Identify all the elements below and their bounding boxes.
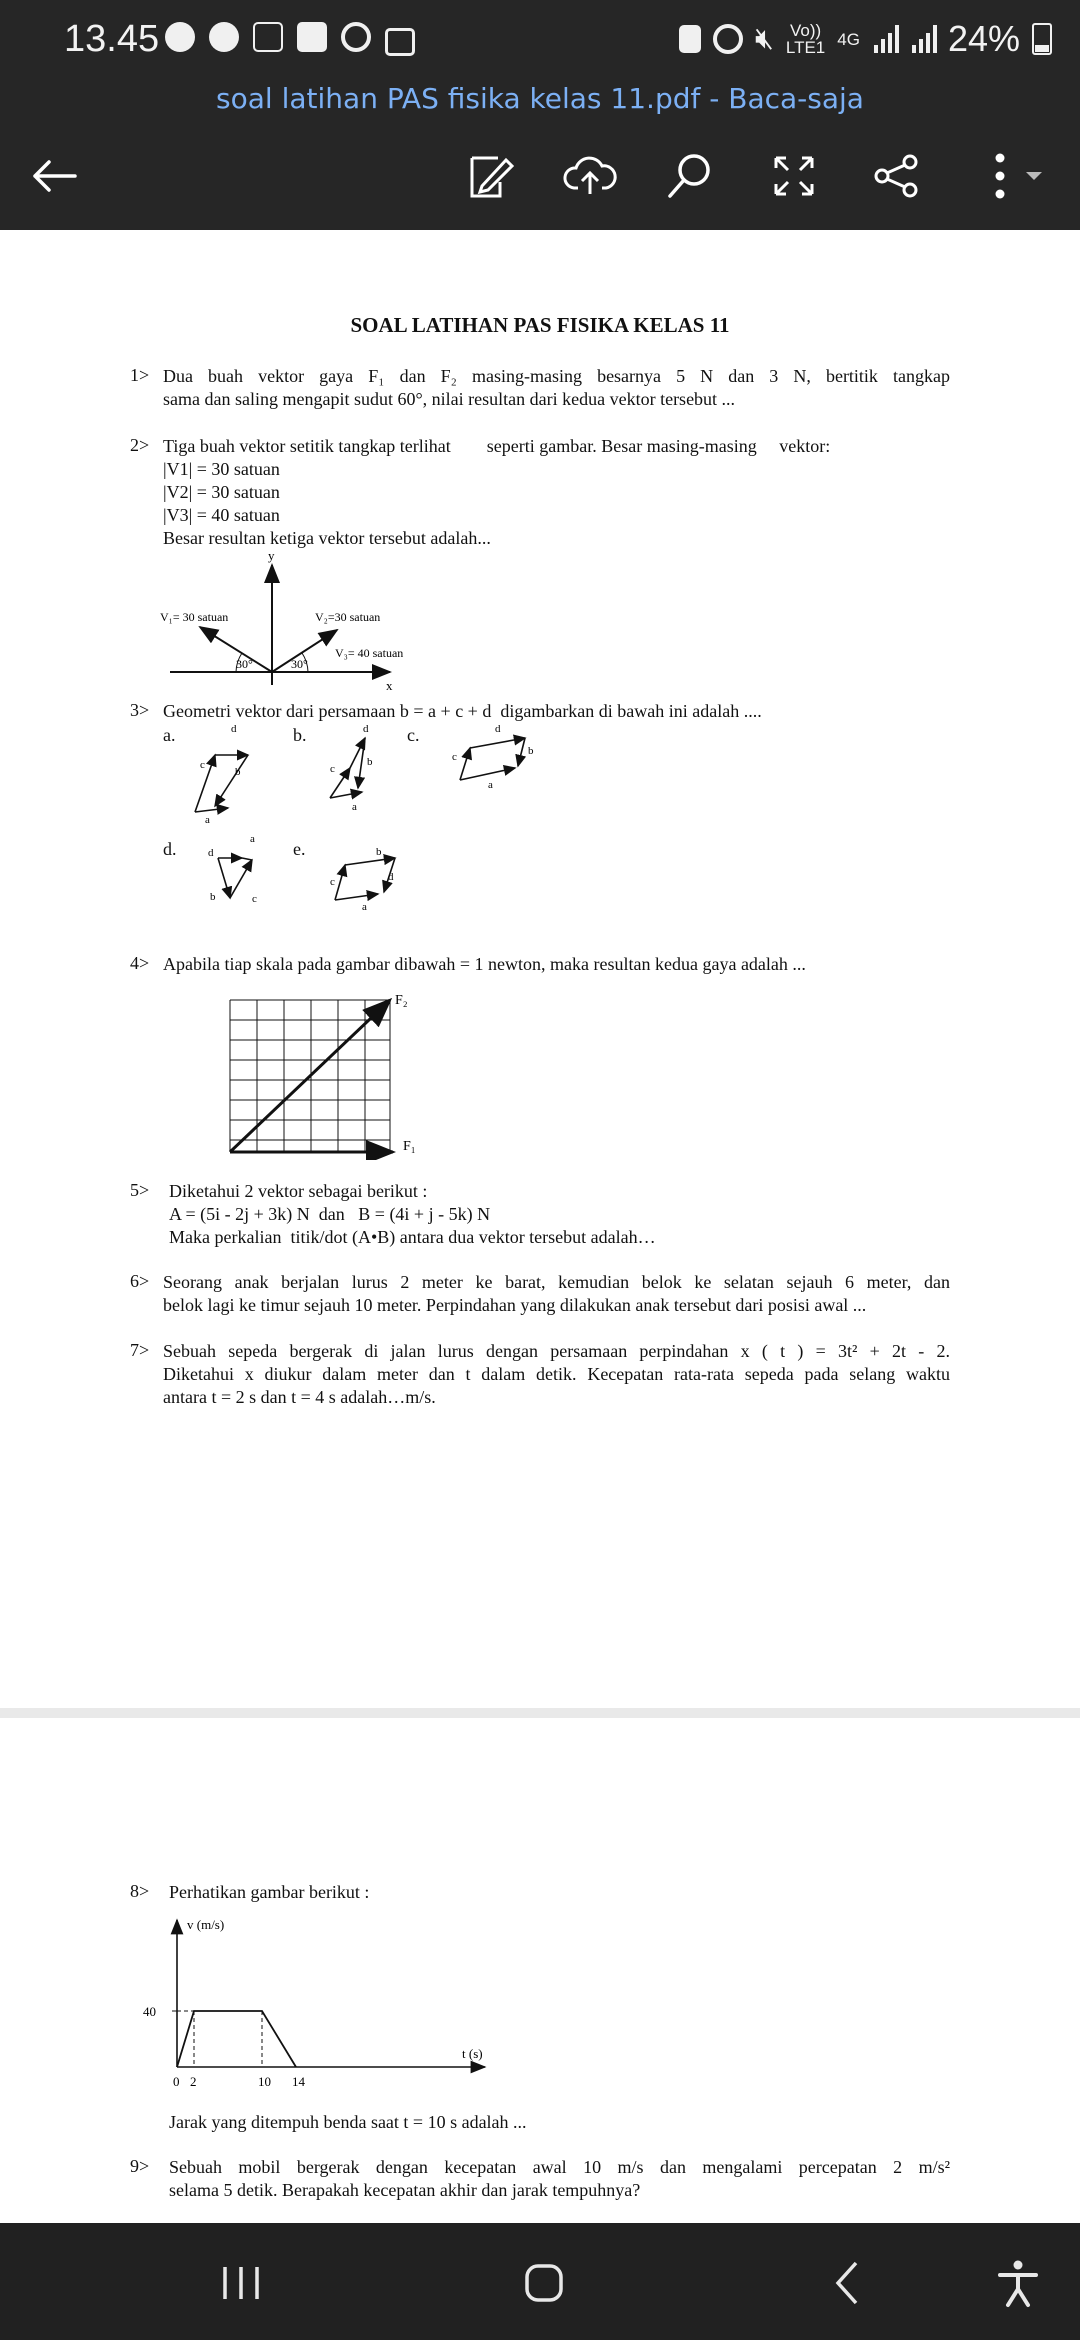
network-type: 4G xyxy=(837,29,860,49)
option-e-diagram xyxy=(335,858,395,900)
option-b-diagram xyxy=(330,738,365,798)
question-2-vector-figure xyxy=(150,545,430,695)
option-d-vec-c: c xyxy=(252,893,257,905)
question-3-number: 3> xyxy=(130,700,150,720)
option-c-vec-b: b xyxy=(528,745,534,757)
question-2-line-5: Besar resultan ketiga vektor tersebut adalah... xyxy=(163,528,491,548)
option-d-vec-d: d xyxy=(208,847,214,859)
question-2-number: 2> xyxy=(130,435,150,455)
question-1-number: 1> xyxy=(130,365,150,385)
more-options-icon[interactable] xyxy=(976,148,1056,204)
x-tick-label: 10 xyxy=(258,2074,271,2089)
x-tick-label: 14 xyxy=(292,2074,305,2089)
f2-label: F₂ xyxy=(395,993,408,1008)
question-9-number: 9> xyxy=(130,2156,150,2176)
question-2-v1: |V1| = 30 satuan xyxy=(163,459,280,479)
question-7-line-1: Sebuah sepeda bergerak di jalan lurus dengan persamaan perpindahan x ( t ) = 3t² + 2t - 2. xyxy=(163,1341,950,1361)
message-icon xyxy=(209,22,239,52)
chart-y-label: v (m/s) xyxy=(187,1917,225,1932)
option-c-vec-d: d xyxy=(495,723,501,735)
file-title[interactable]: soal latihan PAS fisika kelas 11.pdf - Baca-saja xyxy=(216,82,864,115)
option-a-vec-a: a xyxy=(205,814,210,826)
question-4-number: 4> xyxy=(130,953,150,973)
question-8-line-1: Perhatikan gambar berikut : xyxy=(169,1882,370,1902)
chart-x-label: t (s) xyxy=(462,2046,483,2061)
option-e-label: e. xyxy=(293,839,306,859)
edit-pdf-icon[interactable] xyxy=(462,148,518,204)
x-tick-label: 2 xyxy=(190,2074,197,2089)
question-5-number: 5> xyxy=(130,1180,150,1200)
option-d-diagram xyxy=(218,858,252,898)
option-d-label: d. xyxy=(163,839,177,859)
option-d-vec-b: b xyxy=(210,891,216,903)
question-8-line-2: Jarak yang ditempuh benda saat t = 10 s adalah ... xyxy=(169,2112,527,2132)
f1-label: F₁ xyxy=(403,1139,416,1154)
question-9-line-1: Sebuah mobil bergerak dengan kecepatan awal 10 m/s dan mengalami percepatan 2 m/s² xyxy=(169,2157,950,2177)
status-bar xyxy=(0,0,1080,80)
option-b-vec-a: a xyxy=(352,801,357,813)
battery-saver-icon xyxy=(679,25,701,53)
home-icon[interactable] xyxy=(514,2253,574,2313)
question-6-line-2: belok lagi ke timur sejauh 10 meter. Perpindahan yang dilakukan anak tersebut dari posisi awal ... xyxy=(163,1295,867,1315)
cloud-upload-icon[interactable] xyxy=(562,148,618,204)
question-8-number: 8> xyxy=(130,1881,150,1901)
option-c-label: c. xyxy=(407,725,420,745)
battery-percent: 24% xyxy=(947,18,1020,59)
notification-icons xyxy=(165,22,415,56)
option-c-vec-a: a xyxy=(488,779,493,791)
question-7-number: 7> xyxy=(130,1340,150,1360)
question-5-line-2: A = (5i - 2j + 3k) N dan B = (4i + j - 5k) N xyxy=(169,1204,491,1224)
question-9-line-2: selama 5 detik. Berapakah kecepatan akhir dan jarak tempuhnya? xyxy=(169,2180,641,2200)
question-6-number: 6> xyxy=(130,1271,150,1291)
search-icon[interactable] xyxy=(662,148,718,204)
app-top-bar xyxy=(0,0,1080,230)
question-6-line-1: Seorang anak berjalan lurus 2 meter ke barat, kemudian belok ke selatan sejauh 6 meter, dan xyxy=(163,1272,950,1292)
question-2-v3: |V3| = 40 satuan xyxy=(163,505,280,525)
question-7-line-3: antara t = 2 s dan t = 4 s adalah…m/s. xyxy=(163,1387,436,1407)
signal-2-icon xyxy=(910,25,936,53)
question-7-line-2: Diketahui x diukur dalam meter dan t dalam detik. Kecepatan rata-rata sepeda pada selang waktu xyxy=(163,1364,950,1384)
v1-label: V₁= 30 satuan xyxy=(160,610,229,624)
back-nav-icon[interactable] xyxy=(818,2253,878,2313)
question-1-line-1: Dua buah vektor gaya F₁ dan F₂ masing-masing besarnya 5 N dan 3 N, bertitik tangkap xyxy=(163,366,950,386)
option-a-vec-c: c xyxy=(200,759,205,771)
mute-icon: 🔇︎ xyxy=(754,22,774,55)
volte-top: Vo)) xyxy=(789,21,822,40)
v3-label: V₃= 40 satuan xyxy=(335,646,404,660)
navigation-bar xyxy=(0,2223,1080,2340)
option-e-vec-d: d xyxy=(388,871,394,883)
question-4-line-1: Apabila tiap skala pada gambar dibawah = 1 newton, maka resultan kedua gaya adalah ... xyxy=(163,954,806,974)
option-e-vec-c: c xyxy=(330,876,335,888)
signal-1-icon xyxy=(872,25,898,53)
question-2-v2: |V2| = 30 satuan xyxy=(163,482,280,502)
f2-arrow xyxy=(230,1000,390,1152)
volte-label xyxy=(786,22,825,56)
share-icon[interactable] xyxy=(868,148,924,204)
x-label: x xyxy=(386,678,393,693)
question-3-options-figure xyxy=(180,720,560,920)
alarm-status-icon xyxy=(713,24,743,54)
battery-icon xyxy=(1032,23,1052,55)
option-c-diagram xyxy=(460,738,525,780)
question-1-line-2: sama dan saling mengapit sudut 60°, nilai resultan dari kedua vektor tersebut ... xyxy=(163,389,736,409)
question-5-line-3: Maka perkalian titik/dot (A•B) antara dua vektor tersebut adalah… xyxy=(169,1227,656,1247)
option-b-vec-b: b xyxy=(367,756,373,768)
document-title: SOAL LATIHAN PAS FISIKA KELAS 11 xyxy=(350,313,730,337)
option-b-label: b. xyxy=(293,725,307,745)
status-right xyxy=(679,18,1052,60)
velocity-time-chart xyxy=(140,1910,510,2100)
x-tick-label: 0 xyxy=(173,2074,180,2089)
option-a-label: a. xyxy=(163,725,176,745)
angle-2-label: 30° xyxy=(291,657,308,671)
y-label: y xyxy=(268,548,275,563)
option-e-vec-b: b xyxy=(376,846,382,858)
option-b-vec-d: d xyxy=(363,723,369,735)
option-a-vec-d: d xyxy=(231,723,237,735)
status-time: 13.45 xyxy=(64,18,160,60)
option-d-vec-a: a xyxy=(250,833,255,845)
option-a-vec-b: b xyxy=(235,766,241,778)
angle-1-label: 30° xyxy=(236,657,253,671)
y-tick-label: 40 xyxy=(143,2004,156,2019)
option-b-vec-c: c xyxy=(330,763,335,775)
question-5-line-1: Diketahui 2 vektor sebagai berikut : xyxy=(169,1181,428,1201)
accessibility-icon[interactable] xyxy=(988,2253,1048,2313)
question-3-line-1: Geometri vektor dari persamaan b = a + c + d digambarkan di bawah ini adalah .... xyxy=(163,701,762,721)
fullscreen-icon[interactable] xyxy=(766,148,822,204)
checkbox-icon xyxy=(297,22,327,52)
alarm-icon xyxy=(341,22,371,52)
question-4-grid-figure xyxy=(225,985,435,1160)
do-not-disturb-icon xyxy=(165,22,195,52)
volte-bottom: LTE1 xyxy=(785,38,826,57)
velocity-series-line xyxy=(177,2011,296,2067)
recent-apps-icon[interactable] xyxy=(211,2253,271,2313)
v2-label: V₂=30 satuan xyxy=(315,610,381,624)
question-2-line-1: Tiga buah vektor setitik tangkap terlihat seperti gambar. Besar masing-masing vektor: xyxy=(163,436,831,456)
data-saver-icon xyxy=(253,22,283,52)
option-e-vec-a: a xyxy=(362,901,367,913)
back-arrow-icon[interactable] xyxy=(27,148,83,204)
lock-icon xyxy=(385,28,415,56)
toolbar xyxy=(0,140,1080,210)
option-c-vec-c: c xyxy=(452,751,457,763)
